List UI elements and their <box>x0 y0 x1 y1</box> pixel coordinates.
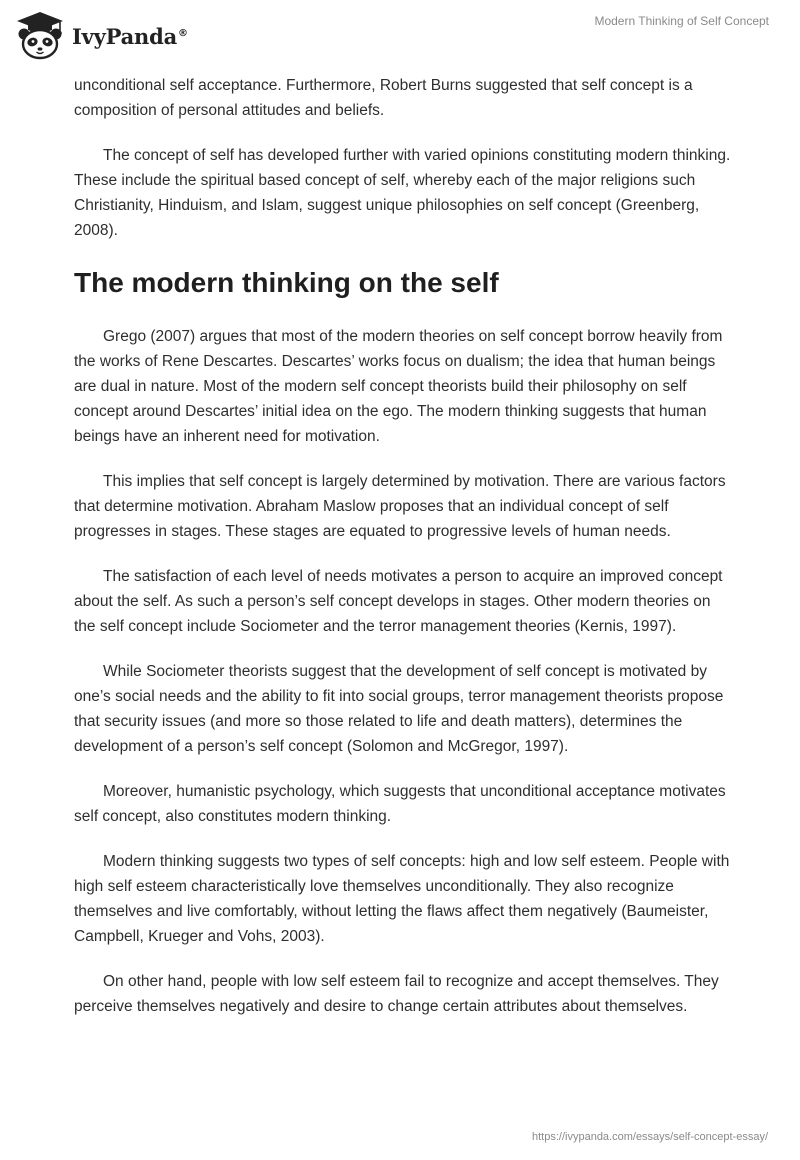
paragraph: This implies that self concept is largely determined by motivation. There are various factors that determine motivation. Abraham Maslow proposes that an individual concept of self progresses in stages. These stages are equated to progressive levels of human needs. <box>74 473 726 540</box>
registered-mark: ® <box>178 27 188 39</box>
paragraph: Moreover, humanistic psychology, which suggests that unconditional acceptance motivates self concept, also constitutes modern thinking. <box>74 783 726 825</box>
panda-graduate-icon <box>14 9 66 61</box>
page-header <box>0 0 800 64</box>
paragraph: On other hand, people with low self esteem fail to recognize and accept themselves. They perceive themselves negatively and desire to change certain attributes about themselves. <box>74 973 719 1015</box>
essay-content <box>74 73 734 1039</box>
paragraph: Modern thinking suggests two types of self concepts: high and low self esteem. People with high self esteem characteristically love themselves unconditionally. They also recognize themselves and live comfortably, without letting the flaws affect them negatively (Baumeister, Campbell, Krueger and Vohs, 2003). <box>74 853 730 945</box>
logo-name: IvyPanda <box>72 23 178 49</box>
paragraph: Grego (2007) argues that most of the modern theories on self concept borrow heavily from the works of Rene Descartes. Descartes’ works focus on dualism; the idea that human beings are dual in nature. Most of the modern self concept theorists build their philosophy on self concept around Descartes’ initial idea on the ego. The modern thinking suggests that human beings have an inherent need for motivation. <box>74 328 723 445</box>
source-url[interactable]: https://ivypanda.com/essays/self-concept-essay/ <box>532 1131 768 1143</box>
document-title: Modern Thinking of Self Concept <box>594 14 769 28</box>
paragraph: unconditional self acceptance. Furthermore, Robert Burns suggested that self concept is a composition of personal attitudes and beliefs. <box>74 77 693 119</box>
paragraph: The satisfaction of each level of needs motivates a person to acquire an improved concept about the self. As such a person’s self concept develops in stages. Other modern theories on the self concept include Sociometer and the terror management theories (Kernis, 1997). <box>74 568 723 635</box>
section-heading: The modern thinking on the self <box>74 267 499 298</box>
logo-text <box>72 24 188 49</box>
paragraph: While Sociometer theorists suggest that the development of self concept is motivated by one’s social needs and the ability to fit into social groups, terror management theorists propose that security issues (and more so those related to life and death matters), determines the development of a person’s self concept (Solomon and McGregor, 1997). <box>74 663 724 755</box>
paragraph: The concept of self has developed further with varied opinions constituting modern thinking. These include the spiritual based concept of self, whereby each of the major religions such Christianity, Hinduism, and Islam, suggest unique philosophies on self concept (Greenberg, 2008). <box>74 147 731 239</box>
site-logo[interactable] <box>14 9 188 61</box>
